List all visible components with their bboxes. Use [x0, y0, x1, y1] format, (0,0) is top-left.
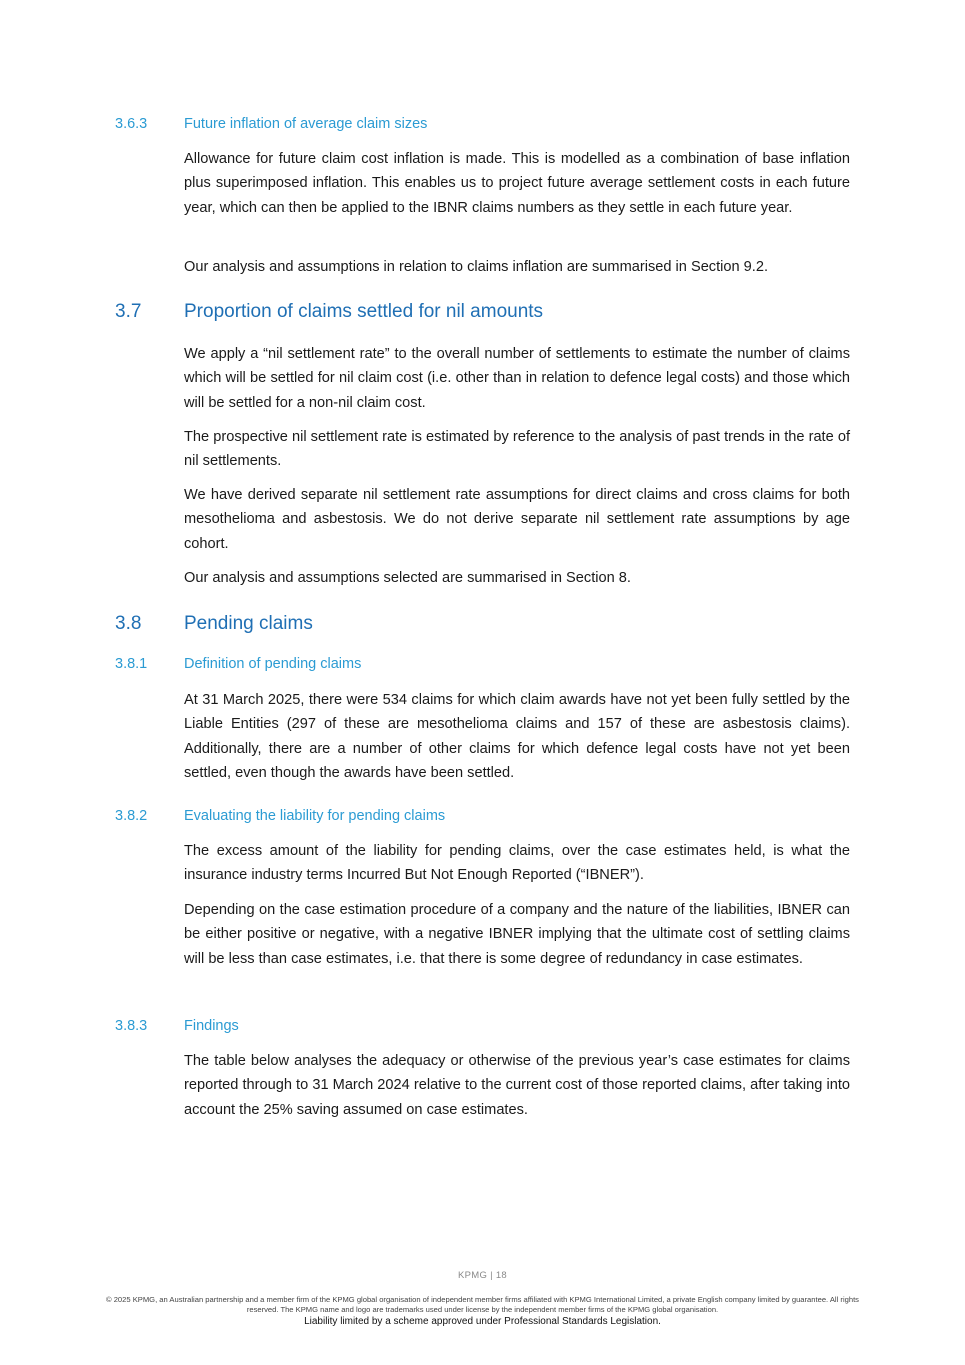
paragraph: Our analysis and assumptions in relation to claims inflation are summarised in Section 9.2. — [184, 259, 769, 275]
page-number: KPMG | 18 — [458, 1270, 507, 1281]
section-title: Findings — [184, 1018, 239, 1034]
heading-3-8 — [115, 613, 313, 635]
section-number: 3.8.2 — [115, 808, 148, 824]
section-title: Definition of pending claims — [184, 656, 362, 672]
section-number: 3.8.3 — [115, 1018, 148, 1034]
section-title: Pending claims — [184, 613, 313, 634]
liability-notice: Liability limited by a scheme approved under Professional Standards Legislation. — [304, 1316, 661, 1327]
paragraph: The table below analyses the adequacy or otherwise of the previous year’s case estimates for claims reported through to 31 March 2024 relative to the current cost of those reported claims, after taking into account the 25% saving assumed on case estimates. — [184, 1053, 850, 1118]
paragraph: The prospective nil settlement rate is estimated by reference to the analysis of past trends in the rate of nil settlements. — [184, 429, 850, 470]
paragraph: Our analysis and assumptions selected are summarised in Section 8. — [184, 570, 631, 586]
heading-3-8-1 — [115, 656, 361, 672]
section-number: 3.6.3 — [115, 116, 148, 132]
section-number: 3.7 — [115, 301, 142, 322]
copyright-notice: © 2025 KPMG, an Australian partnership and a member firm of the KPMG global organisation of independent member firms affiliated with KPMG International Limited, a private English company limited by guarantee. All rights reserved. The KPMG name and logo are trademarks used under license by the independent member firms of the KPMG global organisation. — [106, 1295, 859, 1314]
paragraph: At 31 March 2025, there were 534 claims for which claim awards have not yet been fully settled by the Liable Entities (297 of these are mesothelioma claims and 157 of these are asbestosis claims). Additionally, there are a number of other claims for which defence legal costs have not yet been settled, even though the awards have been settled. — [184, 692, 850, 782]
heading-3-7 — [115, 301, 543, 323]
section-title: Evaluating the liability for pending claims — [184, 808, 446, 824]
paragraph: Allowance for future claim cost inflation is made. This is modelled as a combination of base inflation plus superimposed inflation. This enables us to project future average settlement costs in each future year, which can then be applied to the IBNR claims numbers as they settle in each future year. — [184, 151, 850, 216]
heading-3-8-3 — [115, 1018, 239, 1034]
section-title: Proportion of claims settled for nil amounts — [184, 301, 544, 322]
paragraph: Depending on the case estimation procedure of a company and the nature of the liabilities, IBNER can be either positive or negative, with a negative IBNER implying that the ultimate cost of settling claims will be less than case estimates, i.e. that there is some degree of redundancy in case estimates. — [184, 902, 850, 967]
heading-3-6-3 — [115, 116, 427, 132]
paragraph: We have derived separate nil settlement rate assumptions for direct claims and cross claims for both mesothelioma and asbestosis. We do not derive separate nil settlement rate assumptions by age cohort. — [184, 487, 850, 552]
paragraph: We apply a “nil settlement rate” to the overall number of settlements to estimate the number of claims which will be settled for nil claim cost (i.e. other than in relation to defence legal costs) and those which will be settled for a non-nil claim cost. — [184, 346, 850, 411]
heading-3-8-2 — [115, 808, 445, 824]
section-number: 3.8 — [115, 613, 142, 634]
section-title: Future inflation of average claim sizes — [184, 116, 428, 132]
paragraph: The excess amount of the liability for pending claims, over the case estimates held, is what the insurance industry terms Incurred But Not Enough Reported (“IBNER”). — [184, 843, 850, 884]
section-number: 3.8.1 — [115, 656, 148, 672]
